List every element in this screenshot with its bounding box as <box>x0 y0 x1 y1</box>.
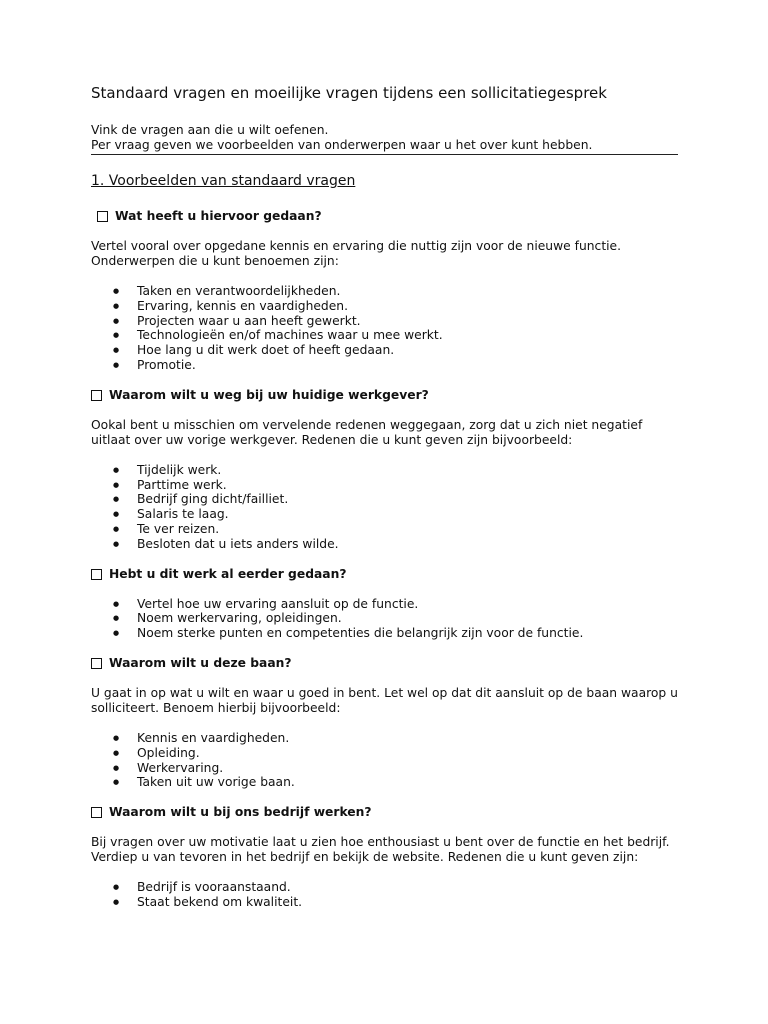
list-item: ● Vertel hoe uw ervaring aansluit op de functie. <box>91 597 678 612</box>
list-item: ● Noem sterke punten en competenties die belangrijk zijn voor de functie. <box>91 626 678 641</box>
question-title: Wat heeft u hiervoor gedaan? <box>115 209 322 223</box>
question-list <box>91 209 678 910</box>
list-item: ● Salaris te laag. <box>91 507 678 522</box>
list-item: ● Besloten dat u iets anders wilde. <box>91 537 678 552</box>
example-list <box>91 463 678 552</box>
example-list <box>91 731 678 790</box>
list-item: ● Te ver reizen. <box>91 522 678 537</box>
list-item: ● Promotie. <box>91 358 678 373</box>
list-item: ● Taken uit uw vorige baan. <box>91 775 678 790</box>
intro-line-1: Vink de vragen aan die u wilt oefenen. <box>91 123 329 137</box>
list-item: ● Opleiding. <box>91 746 678 761</box>
question-explanation: Vertel vooral over opgedane kennis en ervaring die nuttig zijn voor de nieuwe functie. Onderwerpen die u kunt benoemen zijn: <box>91 239 622 268</box>
example-list <box>91 284 678 373</box>
question-explanation: Bij vragen over uw motivatie laat u zien hoe enthousiast u bent over de functie en het bedrijf. Verdiep u van tevoren in het bedrijf en bekijk de website. Redenen die u kunt geven zijn: <box>91 835 670 865</box>
question-row <box>97 209 678 224</box>
question-title: Waarom wilt u bij ons bedrijf werken? <box>109 805 372 820</box>
question-row <box>91 567 678 582</box>
question-row <box>91 388 678 403</box>
question-title: Waarom wilt u weg bij uw huidige werkgever? <box>109 387 429 402</box>
question-row <box>91 805 678 820</box>
question-explanation: U gaat in op wat u wilt en waar u goed in bent. Let wel op dat dit aansluit op de baan waarop u solliciteert. Benoem hierbij bijvoorbeeld: <box>91 685 678 715</box>
list-item: ● Taken en verantwoordelijkheden. <box>91 284 678 299</box>
example-list <box>91 880 678 910</box>
list-item: ● Tijdelijk werk. <box>91 463 678 478</box>
list-item: ● Bedrijf is vooraanstaand. <box>91 880 678 895</box>
list-item: ● Kennis en vaardigheden. <box>91 731 678 746</box>
question-title: Waarom wilt u deze baan? <box>109 655 292 670</box>
list-item: ● Projecten waar u aan heeft gewerkt. <box>91 314 678 329</box>
practice-checkbox[interactable] <box>91 807 102 818</box>
section-heading: 1. Voorbeelden van standaard vragen <box>91 173 356 189</box>
practice-checkbox[interactable] <box>91 390 102 401</box>
question-row <box>91 656 678 671</box>
question-title: Hebt u dit werk al eerder gedaan? <box>109 566 347 581</box>
practice-checkbox[interactable] <box>91 569 102 580</box>
intro-line-2: Per vraag geven we voorbeelden van onderwerpen waar u het over kunt hebben. <box>91 138 593 152</box>
list-item: ● Staat bekend om kwaliteit. <box>91 895 678 910</box>
intro-text <box>91 123 678 155</box>
list-item: ● Ervaring, kennis en vaardigheden. <box>91 299 678 314</box>
list-item: ● Hoe lang u dit werk doet of heeft gedaan. <box>91 343 678 358</box>
list-item: ● Noem werkervaring, opleidingen. <box>91 611 678 626</box>
practice-checkbox[interactable] <box>97 211 108 222</box>
list-item: ● Technologieën en/of machines waar u mee werkt. <box>91 328 678 343</box>
list-item: ● Werkervaring. <box>91 761 678 776</box>
list-item: ● Parttime werk. <box>91 478 678 493</box>
practice-checkbox[interactable] <box>91 658 102 669</box>
example-list <box>91 597 678 641</box>
list-item: ● Bedrijf ging dicht/failliet. <box>91 492 678 507</box>
question-explanation: Ookal bent u misschien om vervelende redenen weggegaan, zorg dat u zich niet negatief uitlaat over uw vorige werkgever. Redenen die u kunt geven zijn bijvoorbeeld: <box>91 417 643 447</box>
page-title: Standaard vragen en moeilijke vragen tijdens een sollicitatiegesprek <box>91 84 607 102</box>
